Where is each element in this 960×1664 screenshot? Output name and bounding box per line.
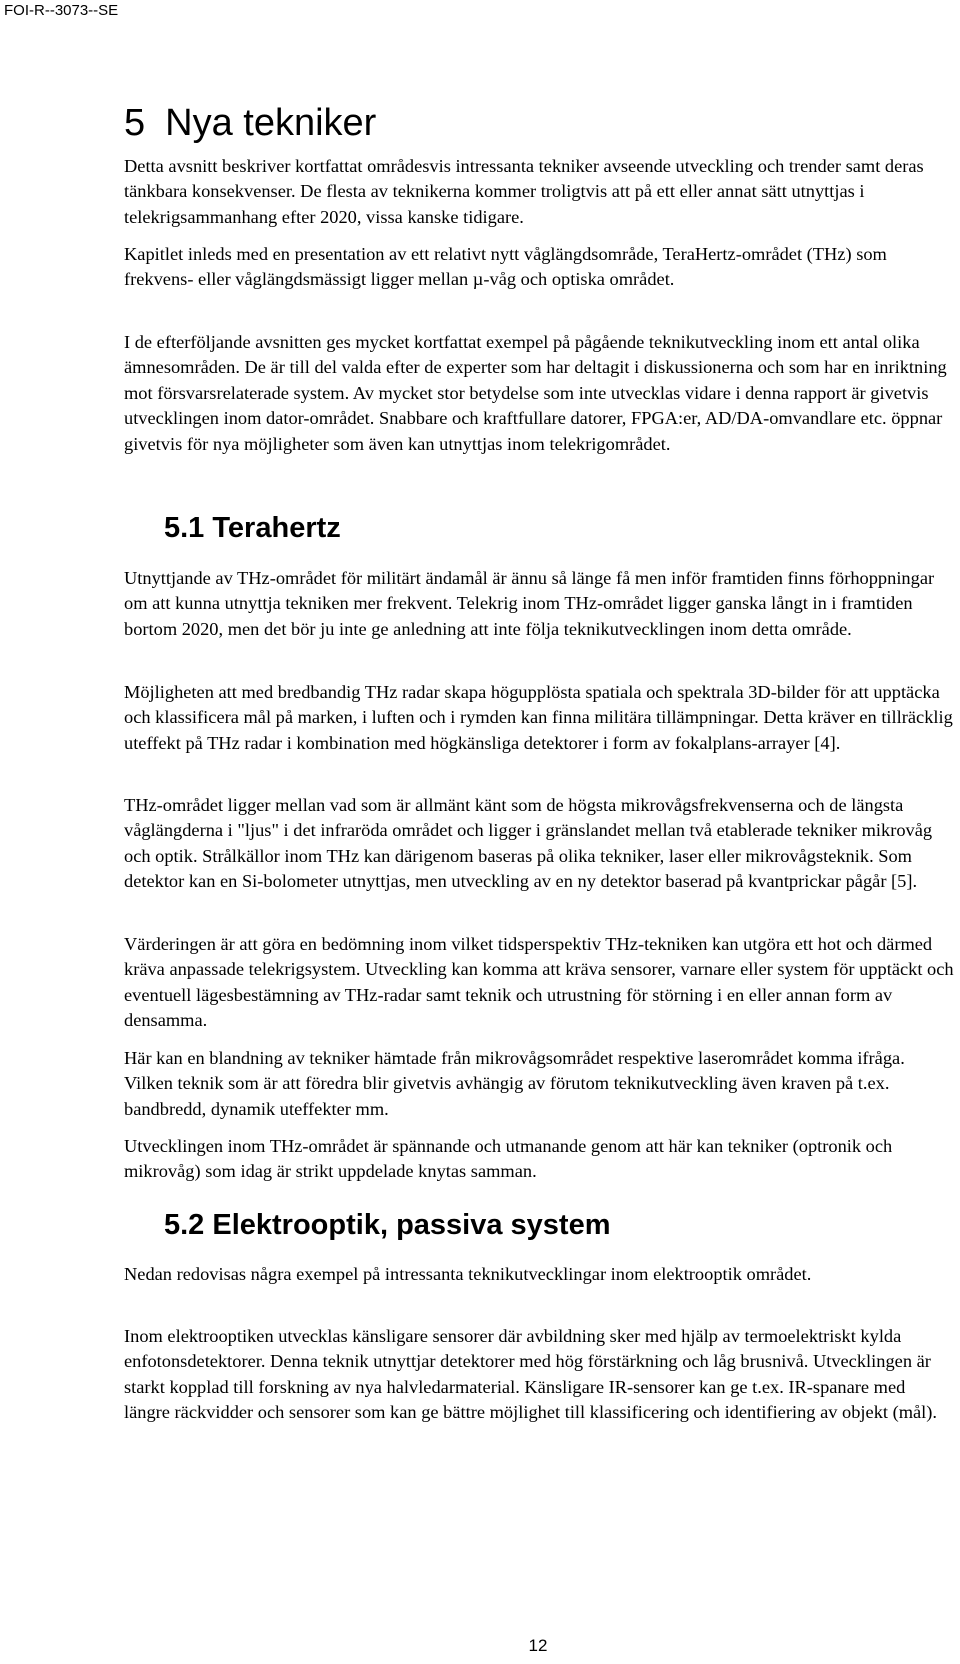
section-paragraph: Nedan redovisas några exempel på intressanta teknikutvecklingar inom elektrooptik området. (124, 1264, 812, 1284)
page-number-footer (0, 1636, 960, 1656)
section-paragraph: Här kan en blandning av tekniker hämtade från mikrovågsområdet respektive laserområdet komma ifråga. Vilken teknik som är att föredra blir givetvis avhängig av förutom teknikutveckling även kraven på t.ex. bandbredd, dynamik uteffekter mm. (124, 1048, 905, 1119)
section-paragraph: Inom elektrooptiken utvecklas känsligare sensorer där avbildning sker med hjälp av termoelektriskt kylda enfotonsdetektorer. Denna teknik utnyttjar detektorer med hög förstärkning och låg brusnivå. Utvecklingen är starkt kopplad till forskning av nya halvledarmaterial. Känsligare IR-sensorer kan ge t.ex. IR-spanare med längre räckvidder och sensorer som kan ge bättre möjlighet till klassificering och identifiering av objekt (mål). (124, 1326, 938, 1423)
chapter-paragraph: I de efterföljande avsnitten ges mycket kortfattat exempel på pågående teknikutveckling inom ett antal olika ämnesområden. De är till del valda efter de experter som har deltagit i diskussionerna och som har en inriktning mot försvarsrelaterade system. Av mycket stor betydelse som inte utvecklas vidare i denna rapport är givetvis utvecklingen inom dator-området. Snabbare och kraftfullare datorer, FPGA:er, AD/DA-omvandlare etc. öppnar givetvis för nya möjligheter som även kan utnyttjas inom telekrigområdet. (124, 332, 947, 454)
page-number: 12 (528, 1636, 548, 1655)
chapter-heading (124, 100, 376, 146)
chapter-paragraph: Detta avsnitt beskriver kortfattat områdesvis intressanta tekniker avseende utveckling och trender samt deras tänkbara konsekvenser. De flesta av teknikerna kommer troligtvis att på ett eller annat sätt utnyttjas i telekrigsammanhang efter 2020, vissa kanske tidigare. (124, 156, 924, 227)
section-heading-elektrooptik: 5.2 Elektrooptik, passiva system (164, 1209, 611, 1241)
section-heading-terahertz: 5.1 Terahertz (164, 512, 341, 544)
chapter-paragraph: Kapitlet inleds med en presentation av ett relativt nytt våglängdsområde, TeraHertz-området (THz) som frekvens- eller våglängdsmässigt ligger mellan µ-våg och optiska området. (124, 244, 887, 290)
chapter-title: Nya tekniker (165, 102, 377, 144)
section-paragraph: THz-området ligger mellan vad som är allmänt känt som de högsta mikrovågsfrekvenserna och de längsta våglängderna i "ljus" i det infraröda området och ligger i gränslandet mellan två etablerade tekniker mikrovåg och optik. Strålkällor inom THz kan därigenom baseras på olika tekniker, laser eller mikrovågsteknik. Som detektor kan en Si-bolometer utnyttjas, men utveckling av en ny detektor baserad på kvantprickar pågår [5]. (124, 795, 933, 892)
section-paragraph: Värderingen är att göra en bedömning inom vilket tidsperspektiv THz-tekniken kan utgöra ett hot och därmed kräva anpassade telekrigsystem. Utveckling kan komma att kräva sensorer, varnare eller system för upptäckt och eventuell lägesbestämning av THz-radar samt teknik och utrustning för störning i en eller annan form av densamma. (124, 934, 954, 1031)
chapter-number: 5 (124, 102, 146, 144)
section-paragraph: Utnyttjande av THz-området för militärt ändamål är ännu så länge få men inför framtiden finns förhoppningar om att kunna utnyttja tekniken mer frekvent. Telekrig inom THz-området ligger ganska långt in i framtiden bortom 2020, men det bör ju inte ge anledning att inte följa teknikutvecklingen inom detta område. (124, 568, 935, 639)
section-paragraph: Möjligheten att med bredbandig THz radar skapa högupplösta spatiala och spektrala 3D-bilder för att upptäcka och klassificera mål på marken, i luften och i rymden kan finna militära tillämpningar. Detta kräver en tillräcklig uteffekt på THz radar i kombination med högkänsliga detektorer i form av fokalplans-arrayer [4]. (124, 682, 953, 753)
section-paragraph: Utvecklingen inom THz-området är spännande och utmanande genom att här kan tekniker (optronik och mikrovåg) som idag är strikt uppdelade knytas samman. (124, 1136, 893, 1182)
report-id: FOI-R--3073--SE (4, 2, 119, 19)
